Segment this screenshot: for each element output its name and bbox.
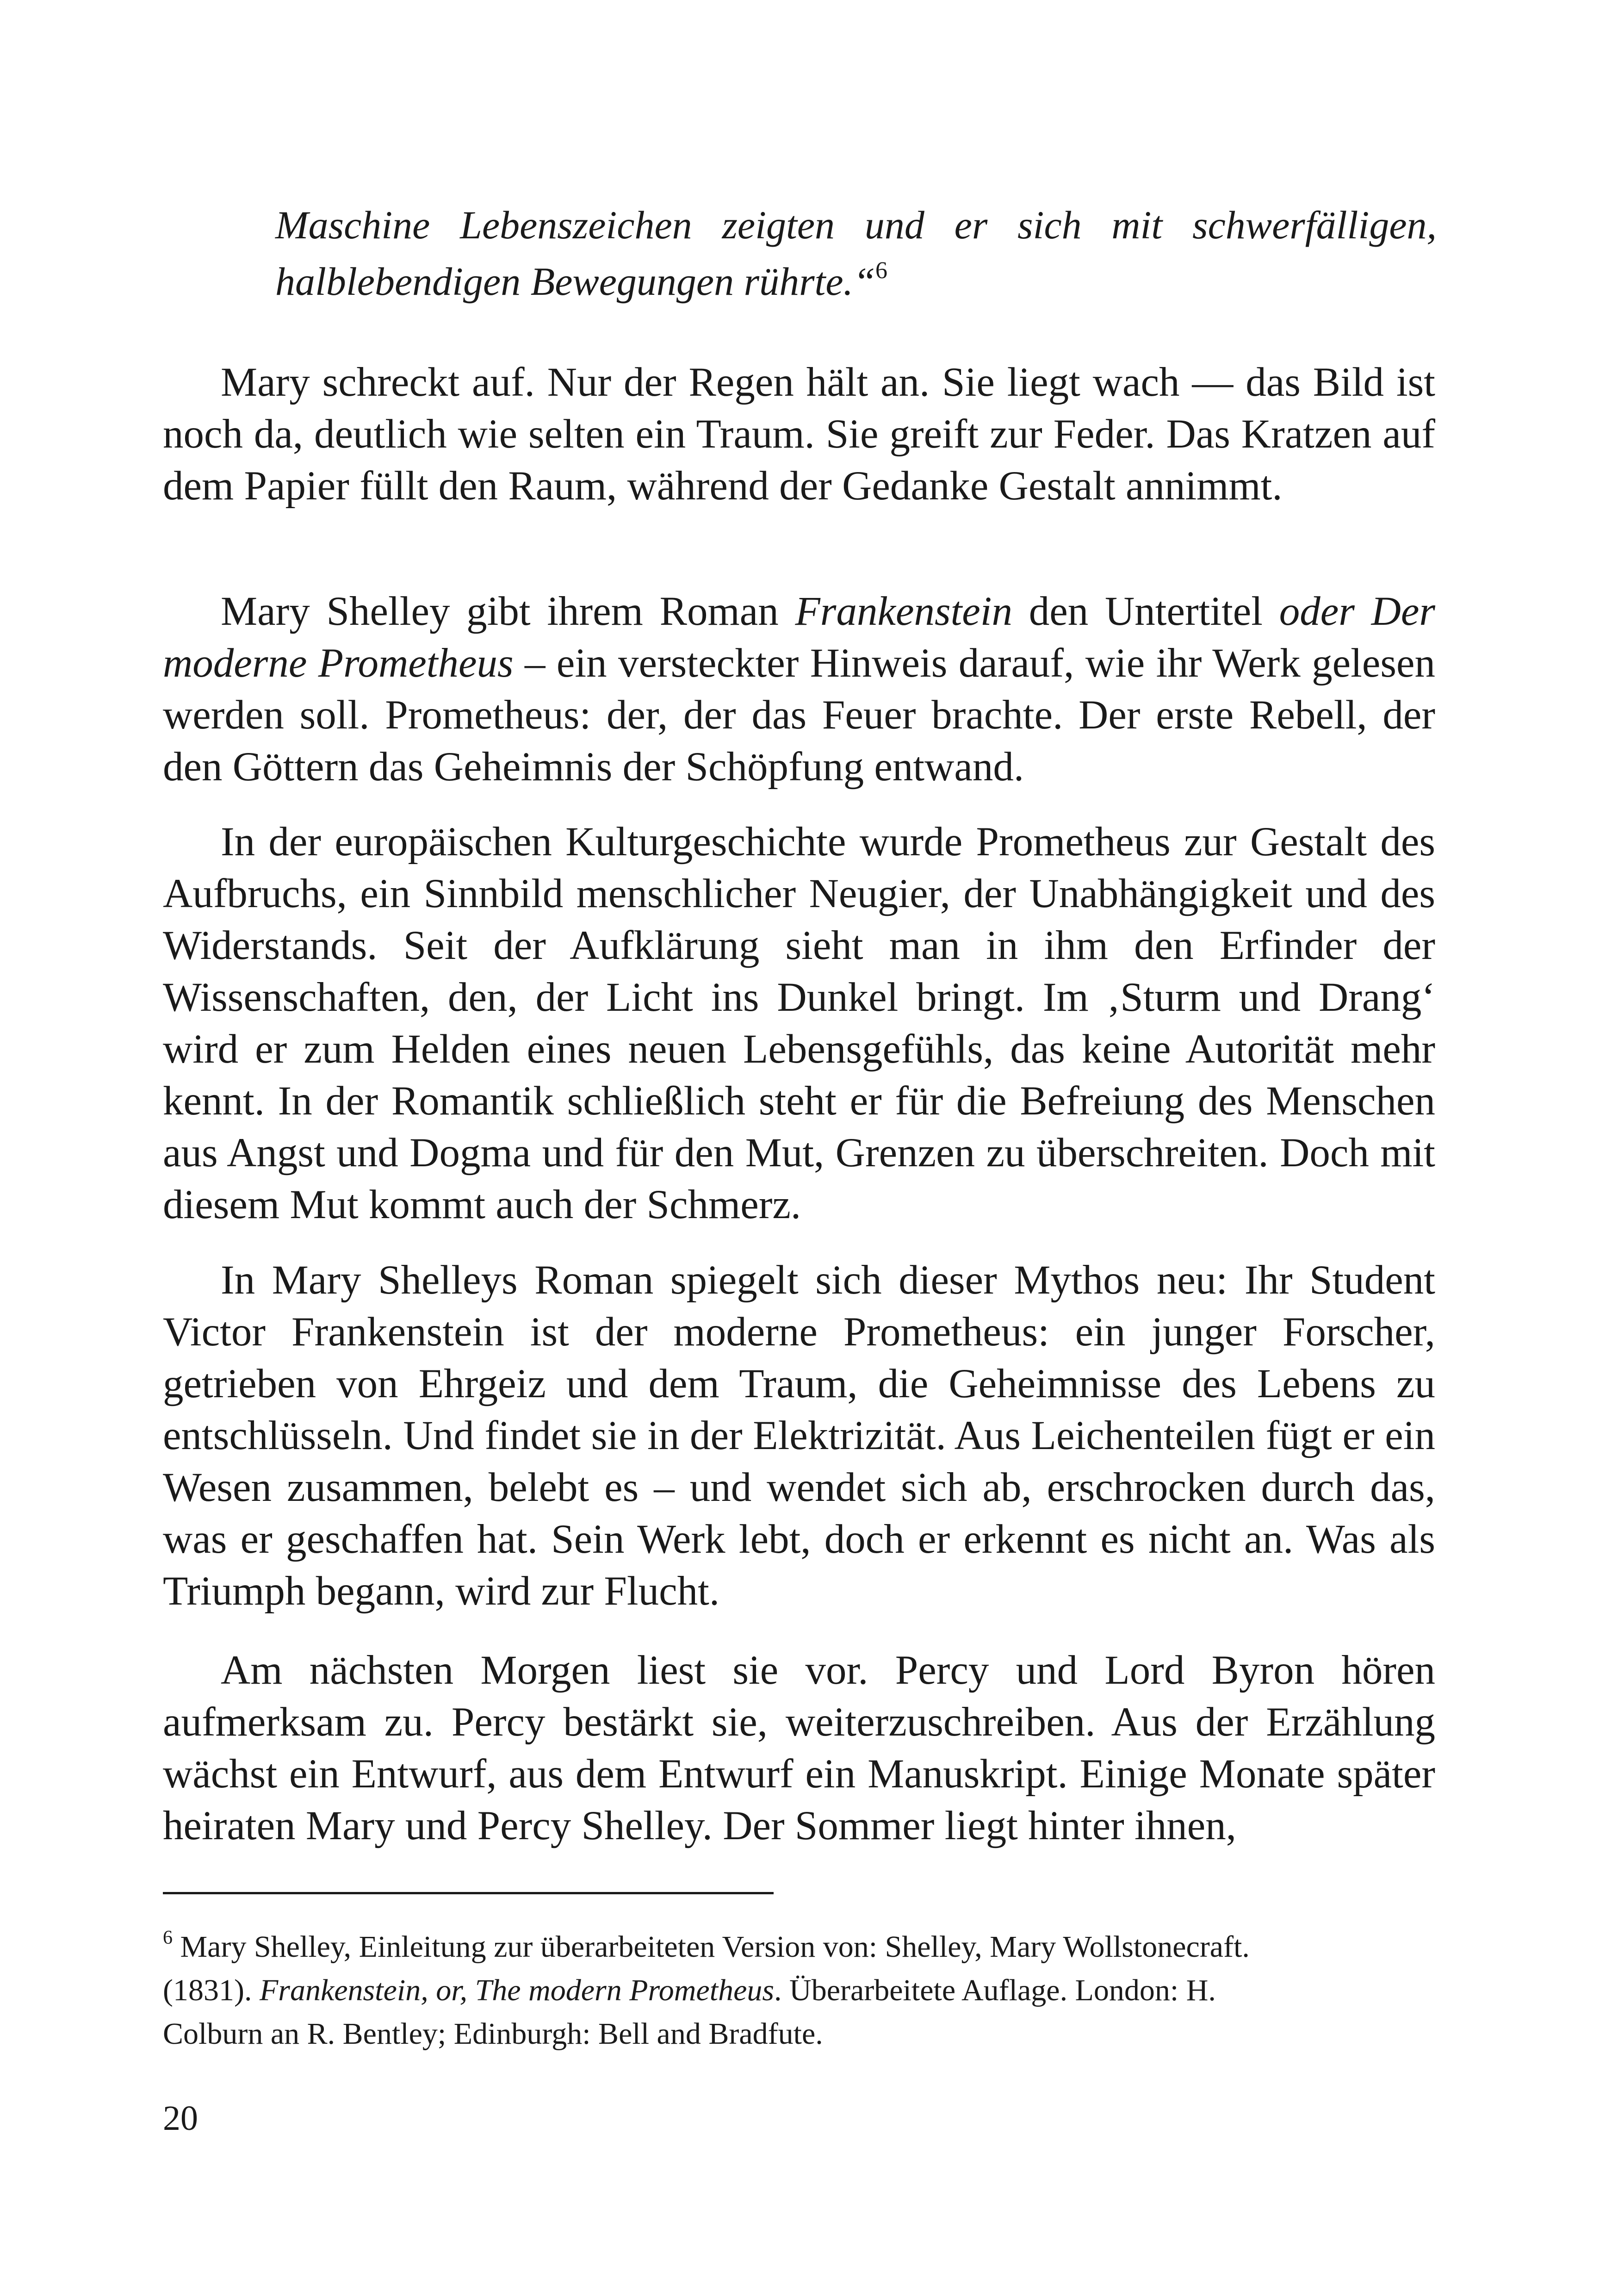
paragraph-2 (163, 585, 1435, 793)
paragraph-text: In der europäischen Kulturgeschichte wurde Prometheus zur Gestalt des Aufbruchs, ein Sinnbild menschlicher Neugier, der Unabhängigkeit und des Widerstands. Seit der Aufklärung sieht man in ihm den Erfinder der Wissenschaften, den, der Licht ins Dunkel bringt. Im ‚Sturm und Drang‘ wird er zum Helden eines neuen Lebensgefühls, das keine Autorität mehr kennt. In der Romantik schließlich steht er für die Befreiung des Menschen aus Angst und Dogma und für den Mut, Grenzen zu überschreiten. Doch mit diesem Mut kommt auch der Schmerz. (163, 819, 1435, 1227)
footnote-divider (163, 1892, 774, 1894)
paragraph-text-part: – ein versteckter Hinweis darauf, wie ihr Werk gelesen werden soll. Prometheus: der, der das Feuer brachte. Der erste Rebell, der den Göttern das Geheimnis der Schöpfung entwand. (163, 641, 1435, 790)
footnote (163, 1925, 1283, 2056)
paragraph-3 (163, 816, 1435, 1231)
footnote-text: . Überarbeitete Auflage. London: H. Colburn an R. Bentley; Edinburgh: Bell and Bradfute. (163, 1973, 1216, 2051)
footnote-text: Mary Shelley, Einleitung zur überarbeiteten Version von: Shelley, Mary Wollstonecraft. (1831). (163, 1930, 1250, 2007)
block-quote (275, 197, 1437, 310)
footnote-reference: 6 (875, 257, 887, 284)
paragraph-text: In Mary Shelleys Roman spiegelt sich dieser Mythos neu: Ihr Student Victor Frankenstein ist der moderne Prometheus: ein junger Forscher, getrieben von Ehrgeiz und dem Traum, die Geheimnisse des Lebens zu entschlüsseln. Und findet sie in der Elektrizität. Aus Leichenteilen fügt er ein Wesen zusammen, belebt es – und wendet sich ab, erschrocken durch das, was er geschaffen hat. Sein Werk lebt, doch er erkennt es nicht an. Was als Triumph begann, wird zur Flucht. (163, 1257, 1435, 1614)
paragraph-5 (163, 1644, 1435, 1852)
paragraph-text-part: den Untertitel (1012, 589, 1279, 634)
paragraph-text: Am nächsten Morgen liest sie vor. Percy und Lord Byron hören aufmerksam zu. Percy bestärkt sie, weiterzuschreiben. Aus der Erzählung wächst ein Entwurf, aus dem Entwurf ein Manuskript. Einige Monate später heiraten Mary und Percy Shelley. Der Sommer liegt hinter ihnen, (163, 1648, 1435, 1848)
paragraph-text (163, 585, 1435, 793)
page-number: 20 (163, 2099, 198, 2138)
paragraph-text-part: Mary Shelley gibt ihrem Roman (221, 589, 795, 634)
quote-text: Maschine Lebenszeichen zeigten und er sich mit schwerfälligen, halblebendigen Bewegungen rührte.“ (275, 203, 1437, 304)
footnote-number: 6 (163, 1927, 173, 1948)
paragraph-text: Mary schreckt auf. Nur der Regen hält an. Sie liegt wach — das Bild ist noch da, deutlich wie selten ein Traum. Sie greift zur Feder. Das Kratzen auf dem Papier füllt den Raum, während der Gedanke Gestalt annimmt. (163, 360, 1435, 509)
paragraph-4 (163, 1254, 1435, 1617)
paragraph-1 (163, 356, 1435, 512)
book-subtitle: oder Der moderne Prometheus (163, 589, 1435, 686)
footnote-book-title: Frankenstein, or, The modern Prometheus (259, 1973, 775, 2007)
book-title: Frankenstein (795, 589, 1013, 634)
